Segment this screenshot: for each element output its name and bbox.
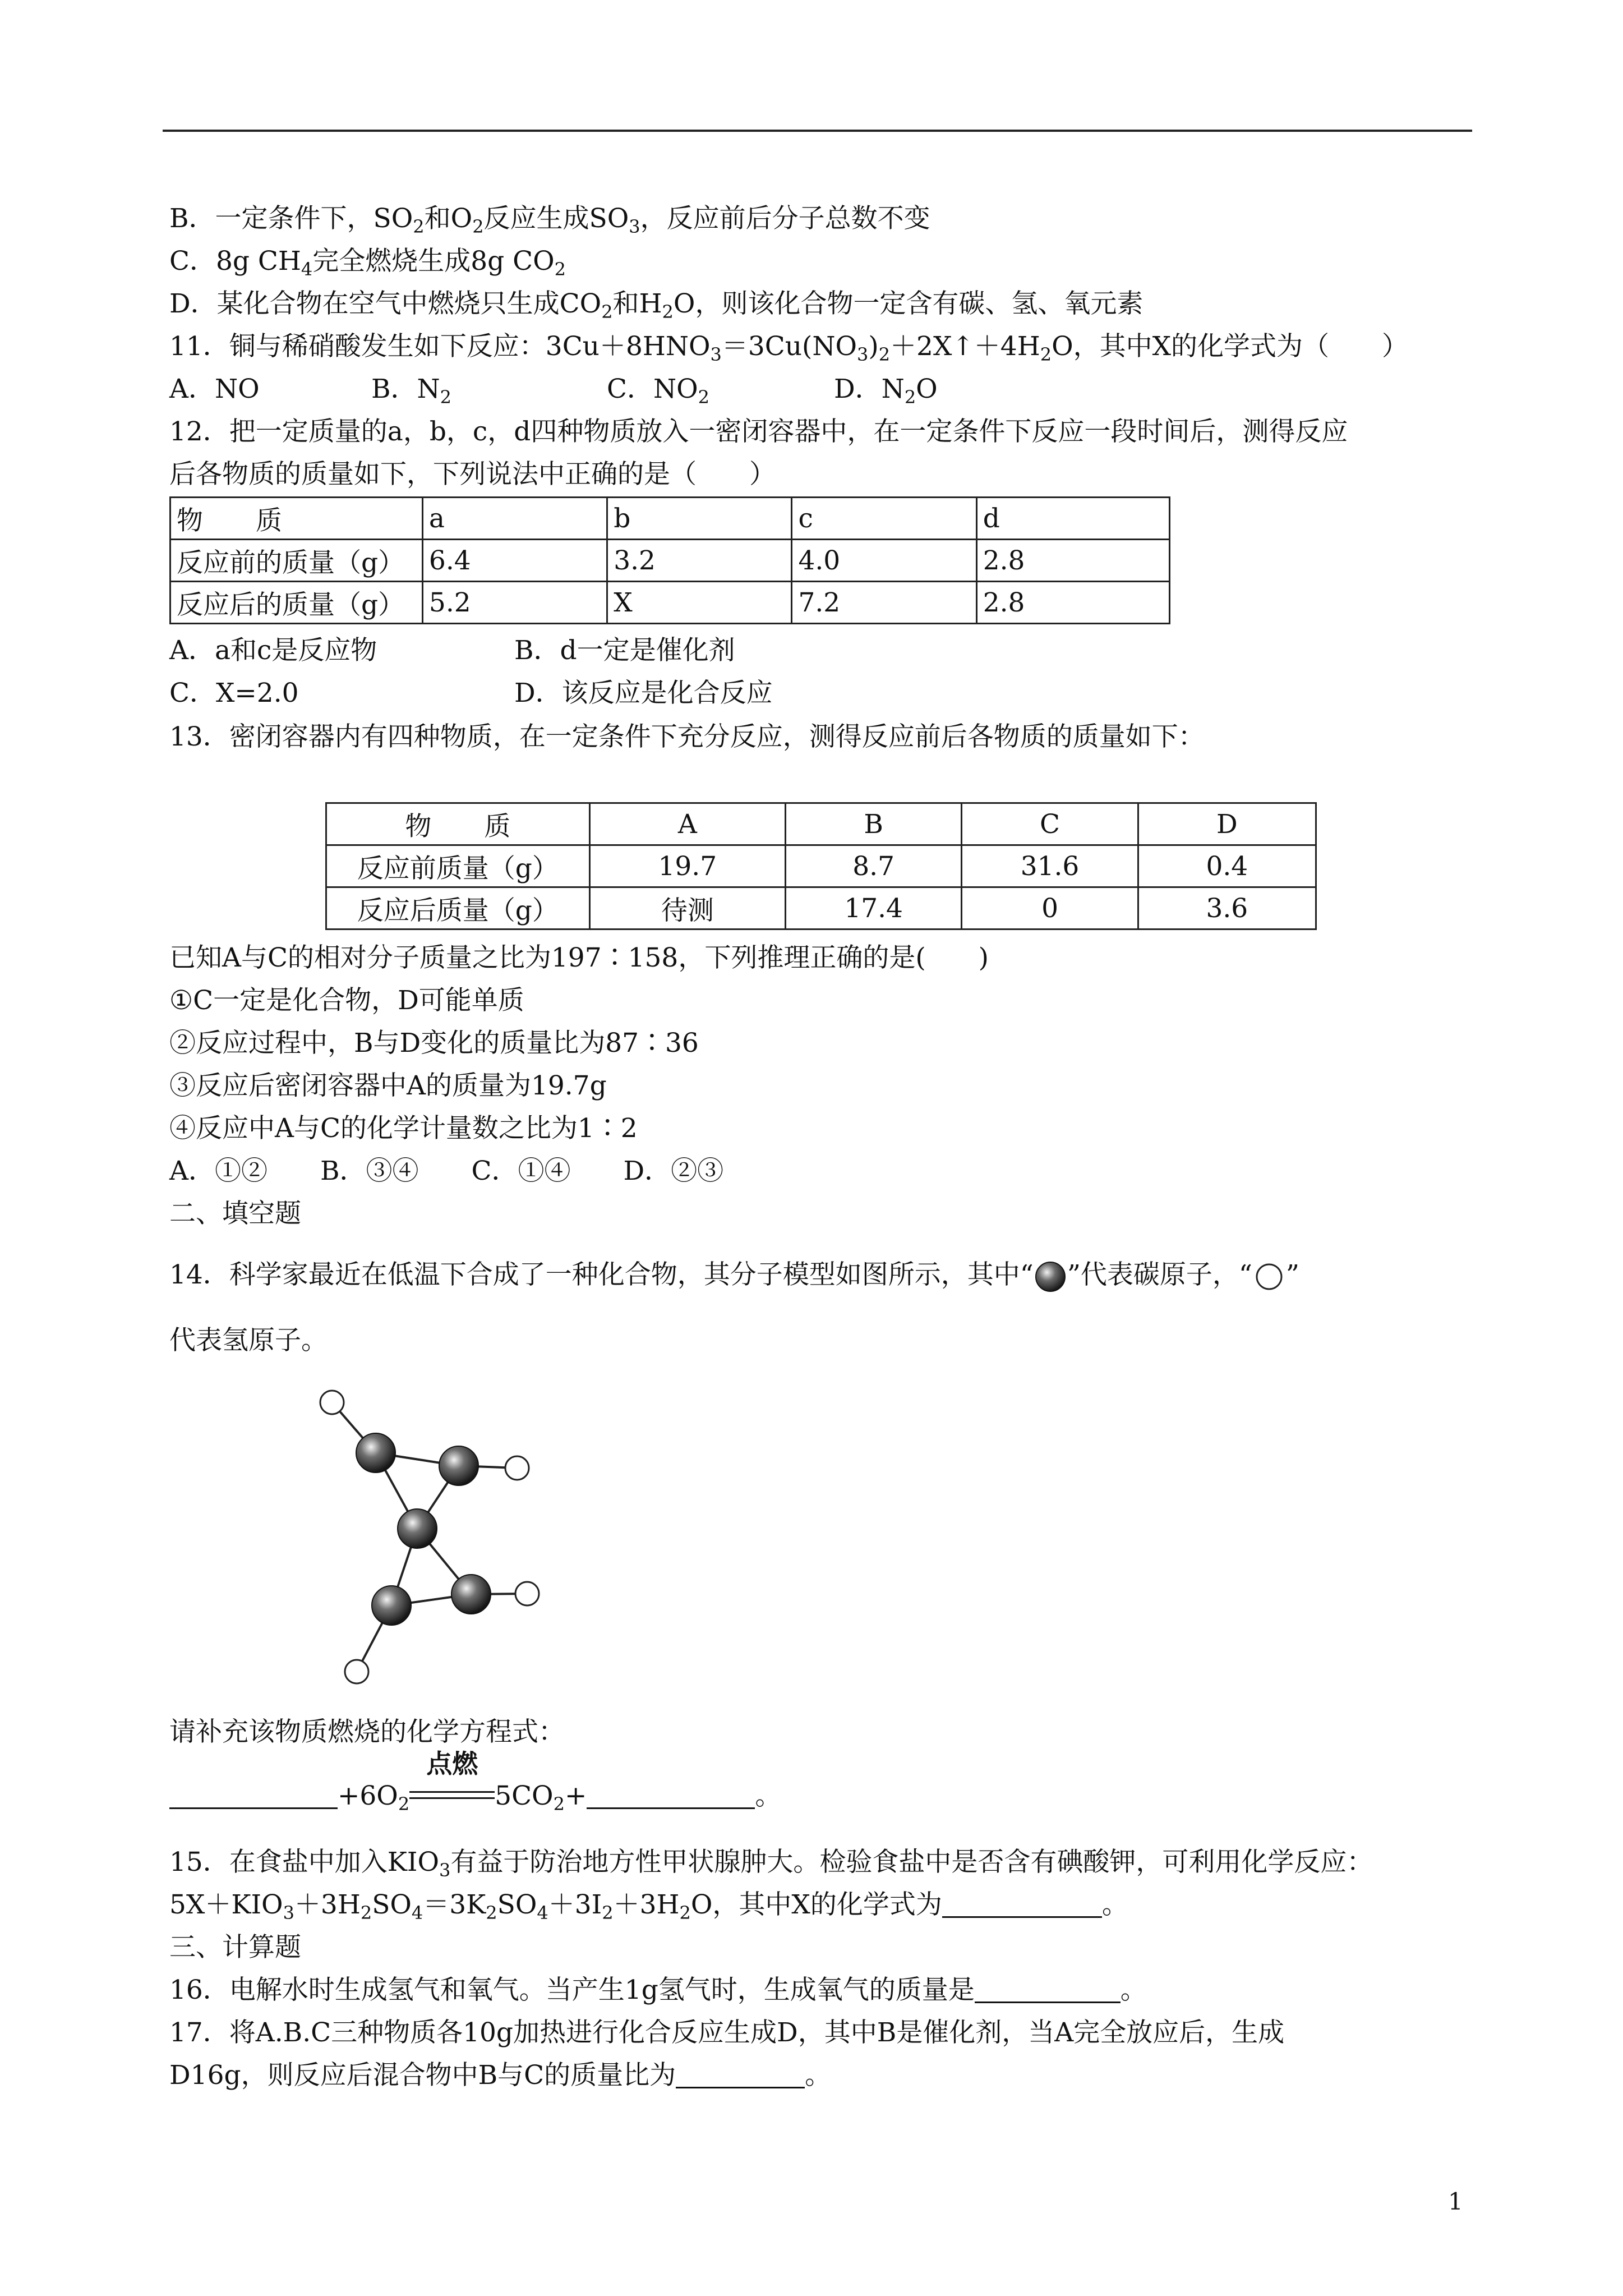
page-number: 1 [1448, 2188, 1463, 2215]
q12-option-d: D．该反应是化合反应 [514, 678, 773, 708]
q13-stem: 13．密闭容器内有四种物质，在一定条件下充分反应，测得反应前后各物质的质量如下： [169, 721, 1205, 752]
section-3-title: 三、计算题 [169, 1932, 301, 1963]
table-row [170, 582, 1170, 624]
q16-answer-blank[interactable] [975, 1976, 1121, 2003]
q12-option-b: B．d一定是催化剂 [514, 635, 735, 666]
q12-option-c: C．X=2.0 [169, 678, 299, 708]
table-cell: b [607, 498, 792, 540]
q11-stem: 11．铜与稀硝酸发生如下反应：$3Cu+8HNO_3=3Cu(NO_3)_2+2X↑+4H_2O$，其中X的化学式为（ ） [169, 331, 1409, 365]
ignite-condition: 点燃 [426, 1749, 478, 1779]
table-cell: D [1138, 803, 1316, 845]
table-cell: 物 质 [326, 803, 590, 845]
table-cell: 反应前的质量（g） [170, 540, 423, 582]
q17-stem-line2: D16g，则反应后混合物中B与C的质量比为 。 [169, 2060, 832, 2091]
carbon-atom [451, 1575, 491, 1614]
equation-blank-reactant[interactable] [169, 1782, 338, 1809]
table-row [326, 887, 1316, 930]
q13-statement-3: ③反应后密闭容器中A的质量为19.7g [169, 1070, 607, 1101]
carbon-atom-icon [1034, 1260, 1067, 1294]
equation-blank-product[interactable] [587, 1782, 755, 1809]
table-cell: a [422, 498, 607, 540]
table-cell: 4.0 [792, 540, 976, 582]
table-cell: 6.4 [422, 540, 607, 582]
table-row [170, 540, 1170, 582]
table-cell: 反应后的质量（g） [170, 582, 423, 624]
q13-ratio-text: 已知A与C的相对分子质量之比为197∶158，下列推理正确的是( ) [169, 942, 989, 973]
header-rule [163, 130, 1472, 132]
q11-option-b: B．$N_2$ [371, 374, 452, 408]
q12-option-a: A．a和c是反应物 [169, 635, 377, 666]
q15-stem-line2: $5X+KIO_3+3H_2SO_4=3K_2SO_4+3I_2+3H_2O$，其中X的化学式为 。 [169, 1889, 1128, 1924]
q15-answer-blank[interactable] [942, 1890, 1102, 1918]
table-cell: 反应后质量（g） [326, 887, 590, 930]
q14-equation-prompt: 请补充该物质燃烧的化学方程式： [169, 1717, 565, 1747]
q12-stem-line1: 12．把一定质量的a，b，c，d四种物质放入一密闭容器中，在一定条件下反应一段时间后，测得反应 [169, 416, 1348, 447]
q14-equation: $+6O_2$ 点燃 $5CO_2+$ 。 [169, 1779, 781, 1813]
carbon-atom [439, 1446, 478, 1485]
hydrogen-atom [515, 1582, 539, 1605]
molecule-model-figure [292, 1374, 572, 1700]
q11-option-c: C．$NO_2$ [607, 374, 709, 408]
q14-stem: 14．科学家最近在低温下合成了一种化合物，其分子模型如图所示，其中“ ”代表碳原子，“ ” [169, 1258, 1299, 1294]
q17-stem-line1: 17．将A.B.C三种物质各10g加热进行化合反应生成D，其中B是催化剂，当A完全放应后，生成 [169, 2017, 1285, 2048]
q11-option-d: D．$N_2O$ [834, 374, 938, 408]
hydrogen-atom [505, 1456, 529, 1480]
q13-statement-4: ④反应中A与C的化学计量数之比为1∶2 [169, 1113, 638, 1144]
table-cell: C [962, 803, 1138, 845]
table-row [326, 803, 1316, 845]
carbon-atom [356, 1433, 395, 1473]
q12-table [169, 496, 1170, 624]
reaction-condition-arrow [409, 1749, 495, 1813]
q13-options: A．①② B．③④ C．①④ D．②③ [169, 1156, 724, 1186]
table-cell: 5.2 [422, 582, 607, 624]
table-cell: 19.7 [589, 845, 785, 887]
section-2-title: 二、填空题 [169, 1198, 301, 1229]
table-cell: 31.6 [962, 845, 1138, 887]
table-row [326, 845, 1316, 887]
table-cell: A [589, 803, 785, 845]
table-cell: 2.8 [976, 582, 1169, 624]
table-cell: 3.2 [607, 540, 792, 582]
table-cell: 8.7 [785, 845, 961, 887]
q13-statement-2: ②反应过程中，B与D变化的质量比为87∶36 [169, 1028, 699, 1059]
table-cell: 物 质 [170, 498, 423, 540]
table-cell: 反应前质量（g） [326, 845, 590, 887]
table-cell: d [976, 498, 1169, 540]
hydrogen-atom-icon [1252, 1260, 1286, 1294]
table-cell: 17.4 [785, 887, 961, 930]
table-cell: 待测 [589, 887, 785, 930]
q13-statement-1: ①C一定是化合物，D可能单质 [169, 985, 524, 1016]
q10-option-b: B．一定条件下，$SO_2$和$O_2$反应生成$SO_3$，反应前后分子总数不变 [169, 203, 930, 237]
table-cell: X [607, 582, 792, 624]
table-cell: B [785, 803, 961, 845]
q15-stem-line1: 15．在食盐中加入$KIO_3$有益于防治地方性甲状腺肿大。检验食盐中是否含有碘酸钾，可利用化学反应： [169, 1847, 1373, 1881]
table-row [170, 498, 1170, 540]
q14-stem-line2: 代表氢原子。 [169, 1325, 328, 1356]
q17-answer-blank[interactable] [676, 2061, 805, 2088]
table-cell: c [792, 498, 976, 540]
q11-option-a: A．NO [169, 374, 260, 404]
hydrogen-atom [320, 1391, 344, 1414]
q12-stem-line2: 后各物质的质量如下，下列说法中正确的是（ ） [169, 459, 776, 490]
q10-option-d: D．某化合物在空气中燃烧只生成$CO_2$和$H_2O$，则该化合物一定含有碳、氢、氧元素 [169, 288, 1144, 323]
table-cell: 0.4 [1138, 845, 1316, 887]
carbon-atom [398, 1509, 437, 1548]
hydrogen-atom [345, 1660, 368, 1683]
table-cell: 3.6 [1138, 887, 1316, 930]
table-cell: 2.8 [976, 540, 1169, 582]
q16-stem: 16．电解水时生成氢气和氧气。当产生1g氢气时，生成氧气的质量是 。 [169, 1975, 1147, 2005]
table-cell: 7.2 [792, 582, 976, 624]
table-cell: 0 [962, 887, 1138, 930]
carbon-atom [372, 1586, 411, 1625]
q13-table [325, 802, 1317, 930]
q10-option-c: C．8g $CH_4$完全燃烧生成8g $CO_2$ [169, 246, 566, 280]
